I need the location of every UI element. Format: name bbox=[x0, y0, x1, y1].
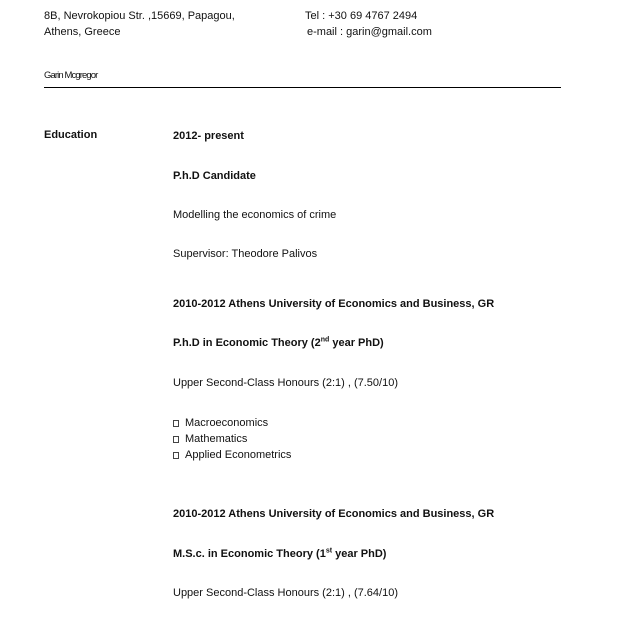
entry2-degree-prefix: P.h.D in Economic Theory (2 bbox=[173, 337, 321, 349]
entry3-degree-suffix: year PhD) bbox=[332, 548, 387, 560]
entry3-degree bbox=[173, 548, 386, 560]
address-line-1: 8B, Nevrokopiou Str. ,15669, Papagou, bbox=[44, 10, 235, 22]
entry1-dates: 2012- present bbox=[173, 130, 244, 142]
phone-number: Tel : +30 69 4767 2494 bbox=[305, 10, 418, 22]
course-item bbox=[173, 415, 291, 431]
section-heading-education: Education bbox=[44, 129, 98, 141]
course-label: Mathematics bbox=[185, 433, 248, 445]
entry1-supervisor: Supervisor: Theodore Palivos bbox=[173, 248, 318, 260]
entry3-honours: Upper Second-Class Honours (2:1) , (7.64/10) bbox=[173, 587, 398, 599]
entry3-degree-prefix: M.S.c. in Economic Theory (1 bbox=[173, 548, 326, 560]
course-item bbox=[173, 447, 291, 463]
bullet-box-icon bbox=[173, 436, 179, 443]
entry2-dates-institution: 2010-2012 Athens University of Economics and Business, GR bbox=[173, 298, 495, 310]
course-label: Applied Econometrics bbox=[185, 449, 292, 461]
bullet-box-icon bbox=[173, 452, 179, 459]
entry1-degree: P.h.D Candidate bbox=[173, 170, 256, 182]
entry2-degree-ordinal: nd bbox=[320, 336, 330, 344]
entry3-dates-institution: 2010-2012 Athens University of Economics and Business, GR bbox=[173, 508, 495, 520]
course-label: Macroeconomics bbox=[185, 417, 269, 429]
applicant-name: Garin Mcgregor bbox=[44, 70, 98, 81]
entry2-honours: Upper Second-Class Honours (2:1) , (7.50/10) bbox=[173, 377, 398, 389]
address-line-2: Athens, Greece bbox=[44, 26, 121, 38]
entry2-degree-suffix: year PhD) bbox=[329, 337, 384, 349]
course-list bbox=[173, 415, 291, 463]
entry2-degree bbox=[173, 337, 384, 349]
entry3-degree-ordinal: st bbox=[325, 547, 333, 555]
bullet-box-icon bbox=[173, 420, 179, 427]
email-address: e-mail : garin@gmail.com bbox=[307, 26, 432, 38]
entry1-topic: Modelling the economics of crime bbox=[173, 209, 337, 221]
header-divider bbox=[44, 87, 561, 88]
course-item bbox=[173, 431, 291, 447]
